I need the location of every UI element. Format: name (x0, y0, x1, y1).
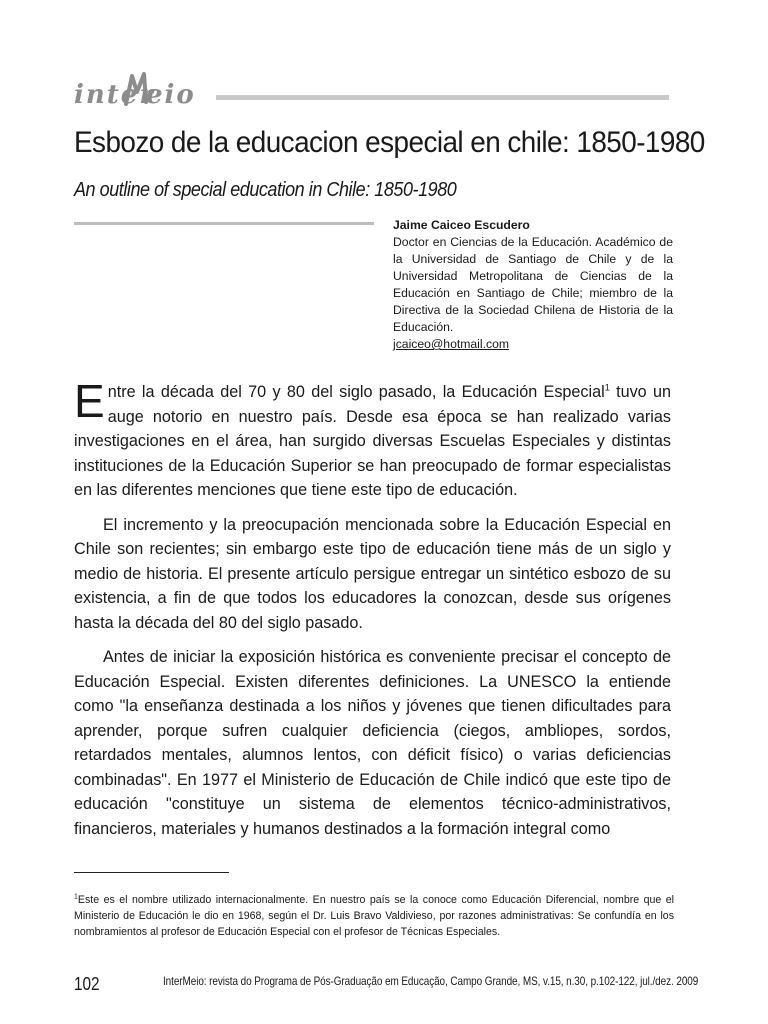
paragraph-1-text-a: ntre la década del 70 y 80 del siglo pasado, la Educación Especial (107, 383, 605, 401)
paragraph-3: Antes de iniciar la exposición histórica es conveniente precisar el concepto de Educación Especial. Existen diferentes definiciones. La UNESCO la entiende como "la enseñanza destinada a los niños y jóvenes que tienen dificultades para aprender, porque sufren cualquier deficiencia (ciegos, ambliopes, sordos, retardados mentales, alumnos lentos, con déficit físico) o varias deficiencias combinadas". En 1977 el Ministerio de Educación de Chile indicó que este tipo de educación "constituye un sistema de elementos técnico-administrativos, financieros, materiales y humanos destinados a la formación integral como (74, 648, 671, 838)
drop-cap: E (74, 375, 105, 427)
paragraph-2: El incremento y la preocupación mencionada sobre la Educación Especial en Chile son recientes; sin embargo este tipo de educación tiene más de un siglo y medio de historia. El presente artículo persigue entregar un sintético esbozo de su existencia, a fin de que todos los educadores la conozcan, desde sus orígenes hasta la década del 80 del siglo pasado. (74, 515, 671, 632)
paragraph-1-text-b: tuvo un auge notorio en nuestro país. Desde esa época se han realizado varias investigaciones en el área, han surgido diversas Escuelas Especiales y distintas instituciones de la Educación Superior se han preocupado de formar especialistas en las diferentes menciones que tiene este tipo de educación. (74, 383, 671, 499)
article-subtitle: An outline of special education in Chile: 1850-1980 (74, 179, 457, 201)
author-email-link[interactable]: jcaiceo@hotmail.com (393, 337, 510, 351)
header-rule (216, 95, 669, 100)
paragraph-1 (74, 375, 671, 503)
footnote-reference[interactable]: 1 (604, 382, 610, 393)
author-name: Jaime Caiceo Escudero (393, 218, 530, 232)
footnote-text: Este es el nombre utilizado internacionalmente. En nuestro país se la conoce como Educación Diferencial, nombre que el Ministerio de Educación le dio en 1968, según el Dr. Luis Bravo Valdivieso, por razones administrativas: Se confundía en los nombramientos al profesor de Educación Especial con el profesor de Técnicas Especiales. (74, 894, 674, 938)
logo-text-eio: eio (146, 80, 196, 110)
page-number: 102 (74, 974, 100, 994)
author-affiliation: Doctor en Ciencias de la Educación. Académico de la Universidad de Santiago de Chile y de la Universidad Metropolitana de Ciencias de la Educación en Santiago de Chile; miembro de la Directiva de la Sociedad Chilena de Historia de la Educación. (393, 235, 673, 334)
article-title: Esbozo de la educacion especial en chile: 1850-1980 (74, 126, 705, 159)
logo-text-inter: inter (74, 80, 156, 110)
footnote (74, 892, 674, 940)
footnote-rule (74, 872, 229, 873)
subtitle-rule (74, 222, 374, 225)
article-body (74, 375, 671, 851)
journal-logo (74, 72, 214, 112)
footnote-mark: 1 (74, 893, 78, 901)
journal-citation: InterMeio: revista do Programa de Pós-Graduação em Educação, Campo Grande, MS, v.15, n.30, p.102-122, jul./dez. 2009 (163, 975, 699, 988)
author-block (393, 217, 673, 353)
